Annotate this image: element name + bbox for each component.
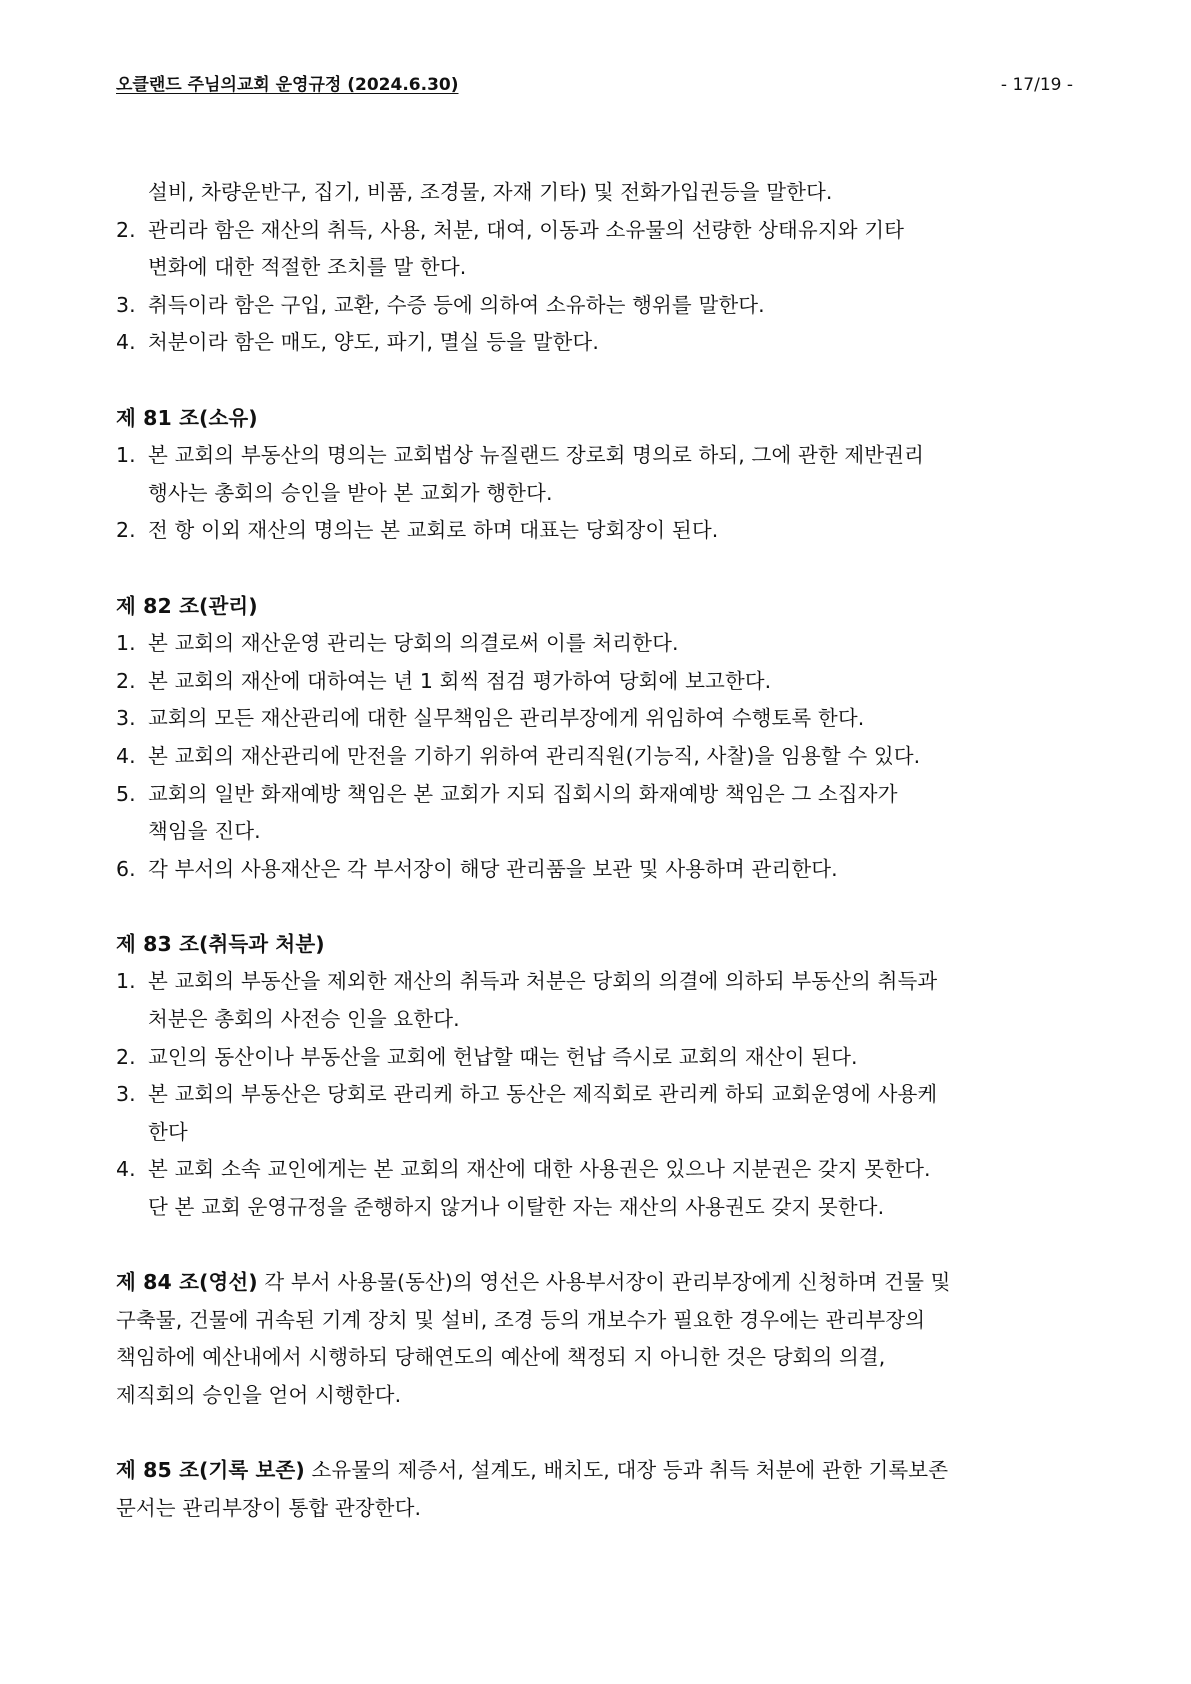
item-number: 4.: [116, 330, 136, 355]
item-text: 본 교회의 부동산을 제외한 재산의 취득과 처분은 당회의 의결에 의하되 부동산의 취득과: [148, 969, 938, 994]
article-84-paragraph: [116, 1264, 1076, 1302]
paragraph-line: 문서는 관리부장이 통합 관장한다.: [116, 1495, 422, 1520]
item-number: 2.: [116, 518, 136, 543]
item-text: 교회의 일반 화재예방 책임은 본 교회가 지되 집회시의 화재예방 책임은 그 소집자가: [148, 781, 898, 806]
article-81-heading: 제 81 조(소유): [116, 405, 258, 430]
document-title: 오클랜드 주님의교회 운영규정 (2024.6.30): [116, 75, 459, 95]
list-item: [116, 437, 1076, 475]
item-number: 2.: [116, 217, 136, 242]
page-number: - 17/19 -: [1000, 75, 1073, 95]
item-text: 본 교회의 부동산의 명의는 교회법상 뉴질랜드 장로회 명의로 하되, 그에 관한 제반권리: [148, 443, 924, 468]
article-84-text: 각 부서 사용물(동산)의 영선은 사용부서장이 관리부장에게 신청하며 건물 및: [257, 1270, 951, 1295]
item-number: 2.: [116, 1044, 136, 1069]
item-text: 관리라 함은 재산의 취득, 사용, 처분, 대여, 이동과 소유물의 선량한 상태유지와 기타: [148, 217, 905, 242]
item-text: 본 교회의 부동산은 당회로 관리케 하고 동산은 제직회로 관리케 하되 교회운영에 사용케: [148, 1082, 938, 1107]
item-number: 3.: [116, 706, 136, 731]
list-item: [116, 1076, 1076, 1114]
article-82-heading: 제 82 조(관리): [116, 593, 258, 618]
list-item: [116, 324, 1076, 362]
item-number: 2.: [116, 668, 136, 693]
list-item: [116, 1151, 1076, 1189]
item-number: 4.: [116, 743, 136, 768]
item-continuation: 처분은 총회의 사전승 인을 요한다.: [148, 1007, 460, 1032]
item-text: 교인의 동산이나 부동산을 교회에 헌납할 때는 헌납 즉시로 교회의 재산이 된다.: [148, 1044, 858, 1069]
item-text: 본 교회의 재산에 대하여는 년 1 회씩 점검 평가하여 당회에 보고한다.: [148, 668, 772, 693]
item-number: 1.: [116, 443, 136, 468]
list-item: [116, 963, 1076, 1001]
article-85-text: 소유물의 제증서, 설계도, 배치도, 대장 등과 취득 처분에 관한 기록보존: [304, 1458, 949, 1483]
list-item: [116, 663, 1076, 701]
list-item: [116, 700, 1076, 738]
item-text: 교회의 모든 재산관리에 대한 실무책임은 관리부장에게 위임하여 수행토록 한다.: [148, 706, 865, 731]
item-text: 각 부서의 사용재산은 각 부서장이 해당 관리품을 보관 및 사용하며 관리한다.: [148, 856, 838, 881]
list-item: [116, 1039, 1076, 1077]
document-body: [116, 174, 1076, 1527]
list-item: [116, 512, 1076, 550]
article-85-heading: 제 85 조(기록 보존): [116, 1458, 305, 1483]
item-number: 5.: [116, 781, 136, 806]
item-text: 본 교회의 재산운영 관리는 당회의 의결로써 이를 처리한다.: [148, 631, 679, 656]
page-header: [116, 70, 1073, 95]
list-item: [116, 625, 1076, 663]
item-continuation: 한다: [148, 1119, 188, 1144]
item-text: 처분이라 함은 매도, 양도, 파기, 멸실 등을 말한다.: [148, 330, 599, 355]
item-number: 6.: [116, 856, 136, 881]
item-continuation: 단 본 교회 운영규정을 준행하지 않거나 이탈한 자는 재산의 사용권도 갖지 못한다.: [148, 1195, 885, 1220]
article-84-heading: 제 84 조(영선): [116, 1270, 258, 1295]
item-continuation: 책임을 진다.: [148, 819, 261, 844]
item-number: 4.: [116, 1157, 136, 1182]
list-item: [116, 287, 1076, 325]
item-continuation: 변화에 대한 적절한 조치를 말 한다.: [148, 255, 467, 280]
item-text: 본 교회 소속 교인에게는 본 교회의 재산에 대한 사용권은 있으나 지분권은 갖지 못한다.: [148, 1157, 931, 1182]
article-85-paragraph: [116, 1452, 1076, 1490]
paragraph-line: 제직회의 승인을 얻어 시행한다.: [116, 1383, 402, 1407]
item-number: 1.: [116, 631, 136, 656]
item-text: 취득이라 함은 구입, 교환, 수증 등에 의하여 소유하는 행위를 말한다.: [148, 292, 765, 317]
paragraph-line: 책임하에 예산내에서 시행하되 당해연도의 예산에 책정되 지 아니한 것은 당회의 의결,: [116, 1345, 886, 1370]
article-83-heading: 제 83 조(취득과 처분): [116, 931, 325, 956]
item-text: 전 항 이외 재산의 명의는 본 교회로 하며 대표는 당회장이 된다.: [148, 518, 719, 543]
item-text: 본 교회의 재산관리에 만전을 기하기 위하여 관리직원(기능직, 사찰)을 임용할 수 있다.: [148, 743, 921, 768]
item-number: 3.: [116, 1082, 136, 1107]
item-number: 1.: [116, 969, 136, 994]
list-item: [116, 851, 1076, 889]
paragraph-line: 구축물, 건물에 귀속된 기계 장치 및 설비, 조경 등의 개보수가 필요한 경우에는 관리부장의: [116, 1307, 926, 1332]
list-item: [116, 212, 1076, 250]
intro-item1-continuation: 설비, 차량운반구, 집기, 비품, 조경물, 자재 기타) 및 전화가입권등을 말한다.: [148, 180, 833, 204]
item-number: 3.: [116, 292, 136, 317]
item-continuation: 행사는 총회의 승인을 받아 본 교회가 행한다.: [148, 480, 553, 505]
list-item: [116, 776, 1076, 814]
list-item: [116, 738, 1076, 776]
